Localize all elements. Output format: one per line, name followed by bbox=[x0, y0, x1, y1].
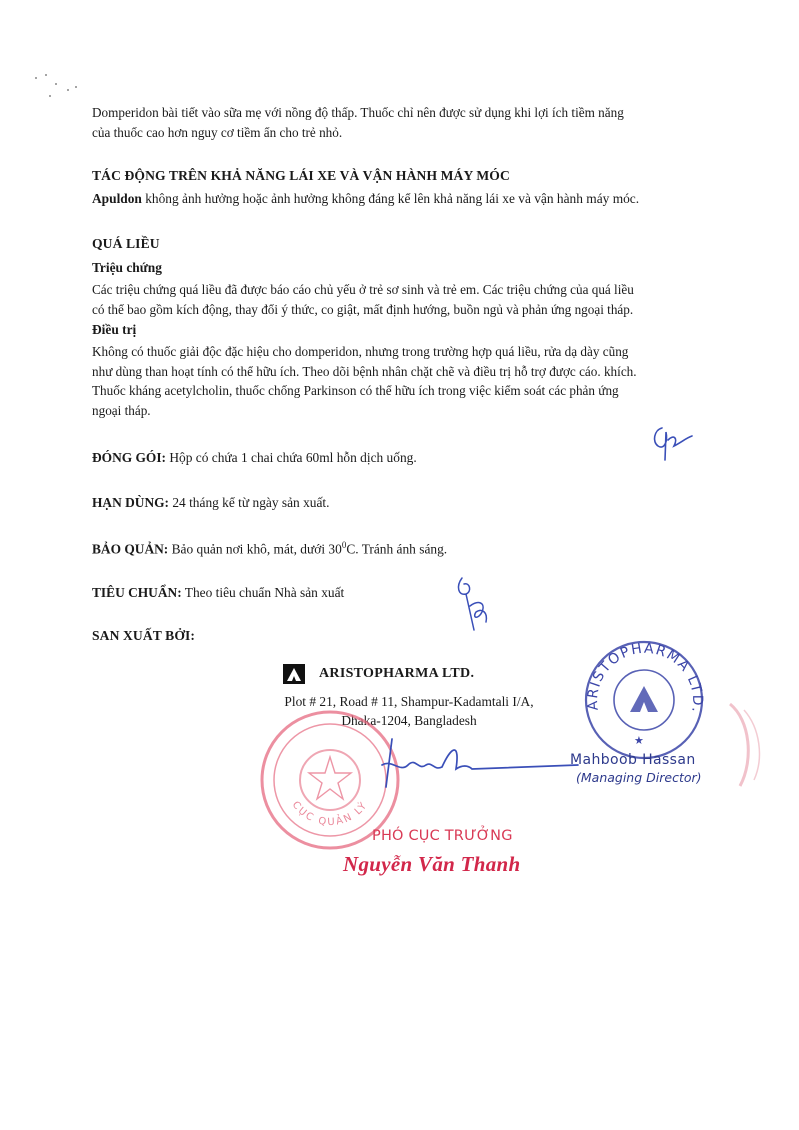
breastfeeding-paragraph bbox=[92, 103, 714, 142]
svg-text:CỤC QUẢN LÝ bbox=[290, 798, 371, 828]
manufacturer-label: SAN XUẤT BỞI: bbox=[92, 628, 196, 643]
treatment-line-2: như dùng than hoạt tính có thể hữu ích. Theo dõi bệnh nhân chặt chẽ và điều trị hỗ trợ được cáo. khích. bbox=[92, 363, 637, 379]
standard-value: Theo tiêu chuẩn Nhà sản xuất bbox=[181, 585, 345, 600]
treatment-line-1: Không có thuốc giải độc đặc hiệu cho domperidon, nhưng trong trường hợp quá liều, rửa dạ dày cũng bbox=[92, 344, 629, 359]
packaging-value: Hộp có chứa 1 chai chứa 60ml hỗn dịch uống. bbox=[166, 450, 417, 465]
storage-value-pre: Bảo quản nơi khô, mát, dưới 30 bbox=[168, 541, 342, 557]
packaging-label: ĐÓNG GÓI: bbox=[92, 450, 167, 465]
driving-text: không ảnh hưởng hoặc ảnh hưởng không đáng kể lên khả năng lái xe và vận hành máy móc. bbox=[141, 191, 640, 206]
symptoms-line-2: có thể bao gồm kích động, thay đổi ý thức, co giật, mất định hướng, buồn ngủ và phản ứng ngoại tháp. bbox=[92, 301, 634, 317]
signatory-role: (Managing Director) bbox=[576, 770, 702, 785]
company-logo-icon bbox=[283, 664, 305, 684]
approver-name: Nguyễn Văn Thanh bbox=[343, 852, 521, 876]
packaging-line bbox=[92, 450, 417, 466]
standard-label: TIÊU CHUẨN: bbox=[92, 585, 182, 600]
scan-dots-decoration bbox=[28, 70, 88, 110]
treatment-line-3: Thuốc kháng acetylcholin, thuốc chống Parkinson có thể hữu ích trong việc kiểm soát các phản ứng bbox=[92, 383, 619, 398]
partial-seal-edge bbox=[720, 700, 780, 790]
breastfeeding-line-1: Domperidon bài tiết vào sữa mẹ với nồng độ thấp. Thuốc chỉ nên được sử dụng khi lợi ích tiềm năng bbox=[92, 105, 624, 120]
svg-text:★: ★ bbox=[634, 735, 644, 747]
company-name: ARISTOPHARMA LTD. bbox=[319, 666, 475, 681]
treatment-paragraph bbox=[92, 342, 714, 420]
symptoms-paragraph bbox=[92, 280, 714, 319]
shelf-life-line bbox=[92, 495, 329, 511]
treatment-heading: Điều trị bbox=[92, 322, 137, 337]
shelf-life-label: HẠN DÙNG: bbox=[92, 495, 169, 510]
signatory-name: Mahboob Hassan bbox=[570, 752, 696, 768]
overdose-heading: QUÁ LIỀU bbox=[92, 236, 160, 251]
company-stamp bbox=[568, 630, 718, 760]
seal-ring-text: CỤC QUẢN LÝ bbox=[289, 799, 371, 829]
standard-line bbox=[92, 585, 344, 601]
approver-title: PHÓ CỤC TRƯỞNG bbox=[372, 828, 513, 844]
product-name: Apuldon bbox=[92, 191, 142, 206]
address-line-2: Dhaka-1204, Bangladesh bbox=[341, 713, 477, 728]
symptoms-heading: Triệu chứng bbox=[92, 260, 162, 275]
initials-signature-2 bbox=[452, 572, 494, 636]
breastfeeding-line-2: của thuốc cao hơn nguy cơ tiềm ẩn cho trẻ nhỏ. bbox=[92, 124, 343, 140]
symptoms-line-1: Các triệu chứng quá liều đã được báo cáo chủ yếu ở trẻ sơ sinh và trẻ em. Các triệu chứng của quá liều bbox=[92, 282, 634, 297]
treatment-line-4: ngoại tháp. bbox=[92, 402, 151, 418]
storage-value-post: C. Tránh ánh sáng. bbox=[346, 541, 448, 557]
manufacturer-block bbox=[283, 664, 474, 684]
driving-paragraph bbox=[92, 191, 639, 207]
address-line-1: Plot # 21, Road # 11, Shampur-Kadamtali I/A, bbox=[284, 694, 534, 709]
driving-heading: TÁC ĐỘNG TRÊN KHẢ NĂNG LÁI XE VÀ VẬN HÀNH MÁY MÓC bbox=[92, 168, 510, 183]
shelf-life-value: 24 tháng kể từ ngày sản xuất. bbox=[169, 495, 330, 510]
storage-degree: 0 bbox=[341, 540, 347, 550]
storage-label: BẢO QUẢN: bbox=[92, 541, 169, 557]
director-signature bbox=[372, 735, 582, 795]
storage-line bbox=[92, 540, 447, 557]
initials-signature-1 bbox=[648, 420, 700, 468]
stamp-ring-text: ARISTOPHARMA LTD. bbox=[584, 640, 706, 716]
